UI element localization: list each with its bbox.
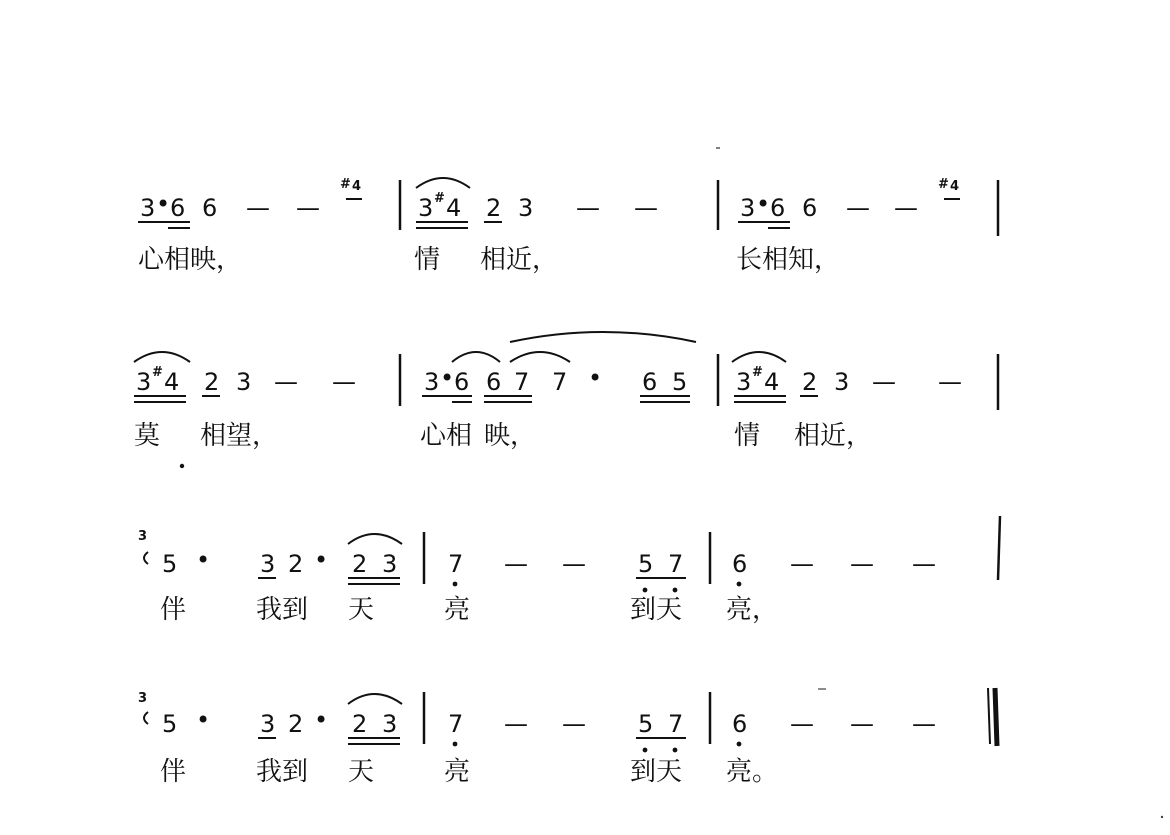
sharp-sign: # [938, 177, 949, 192]
slur [134, 352, 190, 362]
slur [348, 694, 402, 704]
lyric: 我到 [256, 595, 309, 625]
lyric: 我到 [256, 757, 309, 787]
note: 3 [740, 194, 756, 222]
dash: — [246, 194, 270, 222]
score-row-3 [138, 516, 1000, 625]
dot: • [196, 706, 211, 734]
dash: — [562, 710, 586, 738]
note: 6 [770, 194, 786, 222]
lyric: 心相映， [138, 245, 243, 275]
note: 6 [202, 194, 218, 222]
lyric: 到天 [630, 595, 683, 625]
note: 6 [802, 194, 818, 222]
note: 6 [170, 194, 186, 222]
sharp-sign: # [434, 191, 445, 206]
dash: — [894, 194, 918, 222]
dot: • [314, 706, 329, 734]
dash: — [296, 194, 320, 222]
score-row-1 [138, 177, 998, 275]
lyric: 伴 [160, 595, 187, 625]
dot: • [756, 190, 771, 218]
score-row-4 [138, 688, 997, 787]
score-row-2 [134, 332, 998, 468]
slur [416, 178, 470, 188]
dot: • [196, 546, 211, 574]
lyric: 心相 [420, 421, 473, 451]
note: 3 [834, 368, 850, 396]
final-bar-thin [988, 688, 990, 744]
dot: • [440, 364, 455, 392]
sharp-sign: # [752, 365, 763, 380]
grace-note: 4 [950, 179, 960, 194]
lyric: 相近， [480, 245, 559, 275]
note: 5 [162, 710, 178, 738]
note: 6 [454, 368, 470, 396]
lyric: 亮 [444, 757, 471, 787]
note: 7 [668, 710, 684, 738]
dash: — [912, 550, 936, 578]
lyric: 天 [348, 595, 375, 625]
note: 3 [260, 710, 276, 738]
note: 3 [136, 368, 152, 396]
grace-note: 3 [138, 529, 148, 544]
grace-note: 4 [352, 179, 362, 194]
dash: — [912, 710, 936, 738]
note: 5 [638, 710, 654, 738]
dash: — [850, 550, 874, 578]
lyric: 相近， [794, 421, 873, 451]
lyric: 亮 [444, 595, 471, 625]
dash: — [790, 710, 814, 738]
lyric: 莫 [134, 421, 161, 451]
note: 4 [164, 368, 180, 396]
note: 3 [382, 710, 398, 738]
dash: — [850, 710, 874, 738]
note: 3 [418, 194, 434, 222]
lyric: 亮。 [726, 757, 779, 787]
note: 6 [732, 550, 748, 578]
note: 6 [732, 710, 748, 738]
dash: — [846, 194, 870, 222]
note: 2 [204, 368, 220, 396]
note: 7 [448, 550, 464, 578]
dash: — [504, 550, 528, 578]
sharp-sign: # [340, 177, 351, 192]
note: 7 [448, 710, 464, 738]
note: 6 [486, 368, 502, 396]
dot: • [314, 546, 329, 574]
sharp-sign: # [152, 365, 163, 380]
note: 2 [486, 194, 502, 222]
note: 5 [162, 550, 178, 578]
note: 3 [382, 550, 398, 578]
grace-note: 3 [138, 691, 148, 706]
note: 3 [260, 550, 276, 578]
note: 2 [802, 368, 818, 396]
dash: — [872, 368, 896, 396]
note: 4 [446, 194, 462, 222]
note: 3 [736, 368, 752, 396]
dash: — [938, 368, 962, 396]
lyric: 伴 [160, 757, 187, 787]
slur [348, 534, 402, 544]
note: 5 [672, 368, 688, 396]
slur [452, 352, 500, 362]
lyric: 到天 [630, 757, 683, 787]
dash: — [332, 368, 356, 396]
dot: • [588, 364, 603, 392]
note: 7 [552, 368, 568, 396]
lyric: 天 [348, 757, 375, 787]
note: 3 [518, 194, 534, 222]
lyric: 情 [734, 421, 761, 451]
note: 7 [668, 550, 684, 578]
note: 2 [352, 710, 368, 738]
bar-line [998, 516, 1000, 580]
lyric: 长相知， [736, 245, 841, 275]
dash: — [790, 550, 814, 578]
note: 4 [764, 368, 780, 396]
note: 2 [288, 550, 304, 578]
lyric: 情 [414, 245, 441, 275]
dash: — [576, 194, 600, 222]
note: 3 [236, 368, 252, 396]
dash: — [274, 368, 298, 396]
lyric: 亮， [726, 595, 779, 625]
note: 2 [352, 550, 368, 578]
slur [510, 352, 570, 362]
note: 5 [638, 550, 654, 578]
note: 6 [642, 368, 658, 396]
lyric: 映， [484, 421, 537, 451]
note: 7 [514, 368, 530, 396]
note: 3 [140, 194, 156, 222]
dash: — [634, 194, 658, 222]
dot: • [156, 190, 171, 218]
dash: — [504, 710, 528, 738]
note: 2 [288, 710, 304, 738]
tie-long [510, 332, 696, 342]
slur [732, 352, 786, 362]
dash: — [562, 550, 586, 578]
note: 3 [424, 368, 440, 396]
lyric: 相望， [200, 421, 279, 451]
final-bar-thick [995, 688, 997, 746]
